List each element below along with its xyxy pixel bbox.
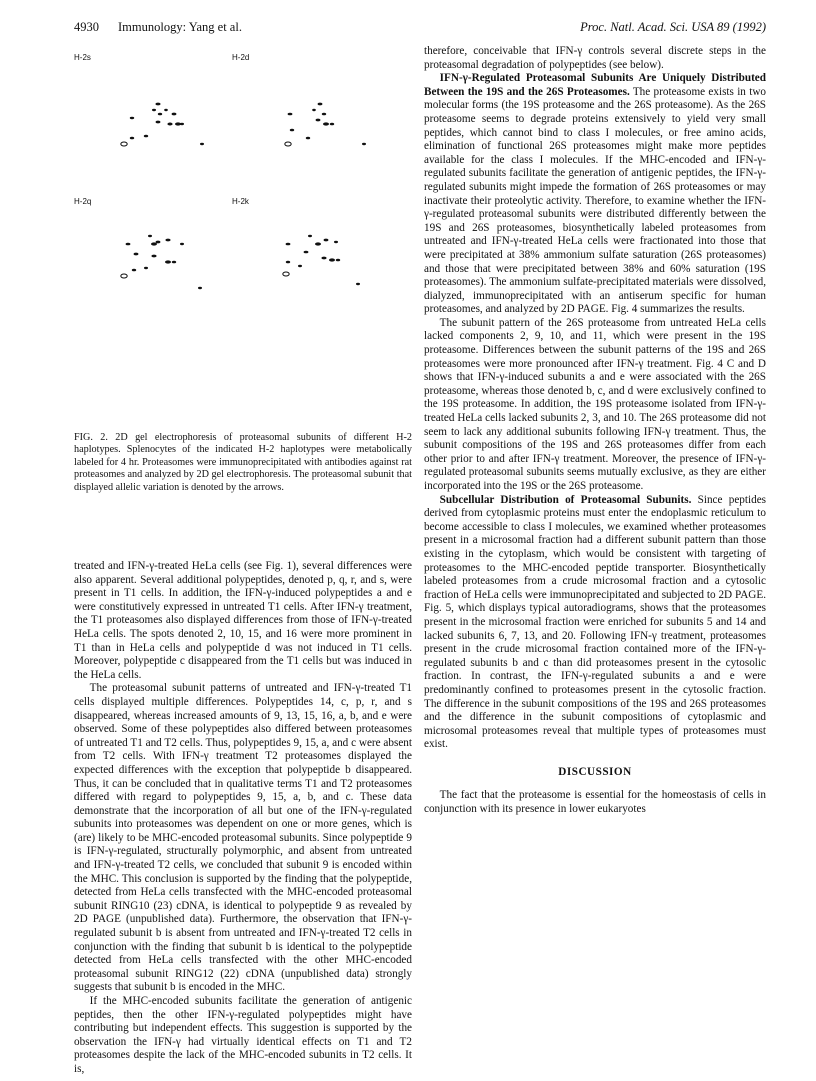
paragraph: therefore, conceivable that IFN-γ controls several discrete steps in the proteasomal degradation of polypeptides (see below). bbox=[424, 45, 766, 71]
gel-panel-h2q bbox=[121, 235, 202, 289]
section-title: Immunology: Yang et al. bbox=[118, 20, 242, 34]
section-heading-discussion: DISCUSSION bbox=[558, 765, 632, 778]
page-number: 4930 bbox=[74, 20, 99, 34]
paragraph: treated and IFN-γ-treated HeLa cells (see Fig. 1), several differences were also apparent. Several additional polypeptides, denoted p, q, r, and s, were present in T1 cells. In addition, the IFN-γ-induced polypeptides a and e were constitutively expressed in untreated T1 cells. After IFN-γ treatment, the T1 proteasomes also displayed differences from those of IFN-γ-treated HeLa cells. The spots denoted 2, 10, 15, and 16 were more prominent in T1 than in HeLa cells and polypeptide d was not induced in T1 cells. Moreover, polypeptide c disappeared from the T1 cells but was induced in the HeLa cells. bbox=[74, 560, 412, 681]
panel-label-h2d: H-2d bbox=[232, 53, 250, 62]
left-column bbox=[74, 560, 412, 1077]
right-column bbox=[424, 45, 766, 817]
run-in-heading: IFN-γ-Regulated Proteasomal Subunits Are Uniquely Distributed Between the 19S and the 26S Proteasomes. bbox=[424, 72, 766, 98]
paragraph: If the MHC-encoded subunits facilitate the generation of antigenic peptides, then the other IFN-γ-regulated polypeptides might have contributing but independent effects. This suggestion is supported by the observation the IFN-γ had virtually identical effects on T1 and T2 proteasomes despite the lack of the MHC-encoded subunits in T2 cells. It is, bbox=[74, 995, 412, 1075]
paragraph: Subcellular Distribution of Proteasomal Subunits. Since peptides derived from cytoplasmic proteins must enter the endoplasmic reticulum to become accessible to class I molecules, we examined whether proteasomes present in a microsomal fraction had a different subunit pattern than those existing in the cytoplasm, which would be consistent with targeting of proteasomes to the MHC-encoded peptide transporter. Biosynthetically labeled proteasomes from a crude microsomal fraction and a cytosolic fraction of HeLa cells were immunoprecipitated and subjected to 2D PAGE. Fig. 5, which displays typical autoradiograms, shows that the proteasomes present in the microsomal fraction were enriched for subunits 5 and 14 and lacked subunits 6, 7, 13, and 20. Following IFN-γ treatment, proteasomes present in the crude microsomal fraction contained more of the IFN-γ-regulated subunits b and c than did proteasomes present in the cytosolic fraction. In contrast, the IFN-γ-regulated subunits a and e were predominantly confined to proteasomes present in the cytosolic fraction. The difference in the subunit compositions of the 19S and 26S proteasomes and the difference in the subunit compositions of cytoplasmic and microsomal proteasomes reveal that multiple types of proteasomes must exist. bbox=[424, 493, 767, 751]
gel-panel-h2k bbox=[283, 235, 360, 285]
panel-label-h2q: H-2q bbox=[74, 197, 92, 206]
panel-label-h2s: H-2s bbox=[74, 53, 91, 62]
figure-2-gels bbox=[74, 48, 412, 318]
paragraph: IFN-γ-Regulated Proteasomal Subunits Are Uniquely Distributed Between the 19S and the 26S Proteasomes. The proteasome exists in two molecular forms (the 19S proteasome and the 26S proteasome). As the 26S proteasome seems to degrade proteins extensively to yield very small peptides, which cannot bind to class I molecules, or free amino acids, elimination of functional 26S proteasomes might make more peptides available for the class I molecules. If the MHC-encoded and IFN-γ-regulated subunits facilitate the generation of antigenic peptides, the IFN-γ-regulated subunits might impede the formation of 26S proteasomes or may inactivate their proteolytic activity. Therefore, to examine whether the IFN-γ-regulated proteasomal subunits were distributed differently between the 19S and 26S proteasomes, biosynthetically labeled proteasomes from untreated and IFN-γ-treated HeLa cells were fractionated into those that were precipitated at 38% ammonium sulfate saturation (26S proteasomes) and those that were precipitated between 38% and 60% saturation (19S proteasomes). The ammonium sulfate-precipitated materials were dissolved, dialyzed, immunoprecipitated with an antiserum specific for human proteasomes, and analyzed by 2D PAGE. Fig. 4 summarizes the results. bbox=[424, 72, 766, 316]
paragraph: The proteasomal subunit patterns of untreated and IFN-γ-treated T1 cells displayed multiple differences. Polypeptides 14, c, p, r, and s disappeared, whereas increased amounts of 9, 13, 15, 16, a, b, and e were observed. Some of these polypeptides also differed between proteasomes of untreated T1 and T2 cells. Thus, polypeptides 9, 15, a, and c were absent from T2 cells. With IFN-γ treatment T2 proteasomes displayed the expected differences with the exception that polypeptide b disappeared. Thus, it can be concluded that in qualitative terms T1 and T2 proteasomes differed with regard to polypeptides 9, 15, a, b, and c. These data demonstrate that the incorporation of all but one of the IFN-γ-regulated subunits into proteasomes was dependent on one or more genes, which is (are) likely to be MHC-encoded proteasomal subunits. Since polypeptide 9 is IFN-γ-regulated, structurally polymorphic, and absent from untreated and IFN-γ-treated T2 cells, we concluded that subunit 9 is encoded within the MHC. This conclusion is supported by the finding that the polypeptide, detected from HeLa cells transfected with the MHC-encoded proteasomal subunit RING10 (23) cDNA, is identical to polypeptide 9 as revealed by 2D PAGE (unpublished data). Furthermore, the observation that IFN-γ-regulated subunit b is absent from untreated and IFN-γ-treated T2 cells in conjunction with the finding that subunit b is identical to the polypeptide detected from HeLa cells transfected with the other MHC-encoded proteasomal subunit RING12 (22) cDNA (unpublished data) strongly suggests that subunit b is encoded in the MHC. bbox=[74, 682, 412, 994]
figure-caption: FIG. 2. 2D gel electrophoresis of proteasomal subunits of different H-2 haplotypes. Splenocytes of the indicated H-2 haplotypes were metabolically labeled for 4 hr. Proteasomes were immunoprecipitated with antibodies against rat proteasomes and analyzed by 2D gel electrophoresis. The proteasomal subunit that displayed allelic variation is denoted by the arrows. bbox=[74, 432, 412, 493]
journal-citation: Proc. Natl. Acad. Sci. USA 89 (1992) bbox=[580, 20, 766, 34]
panel-label-h2k: H-2k bbox=[232, 197, 249, 206]
run-in-heading: Subcellular Distribution of Proteasomal Subunits. bbox=[439, 493, 692, 506]
gel-panels bbox=[74, 48, 412, 318]
running-header bbox=[74, 20, 766, 40]
paragraph: The fact that the proteasome is essential for the homeostasis of cells in conjunction with its presence in lower eukaryotes bbox=[424, 789, 766, 816]
gel-panel-h2d bbox=[285, 103, 366, 146]
gel-panel-h2s bbox=[121, 103, 204, 146]
paragraph: The subunit pattern of the 26S proteasome from untreated HeLa cells lacked components 2, 9, 10, and 11, which were present in the 19S proteasome. Differences between the subunit patterns of the 19S and 26S proteasomes were more pronounced after IFN-γ treatment. Fig. 4 C and D shows that IFN-γ-induced subunits a and e were associated with the 26S proteasome, whereas those denoted b, c, and d were exclusively confined to the 19S proteasome. In addition, the 19S proteasome isolated from IFN-γ-treated HeLa cells lacked subunits 2, 3, and 10. The 26S proteasome did not seem to lack any additional subunits following IFN-γ treatment. Thus, the subunit compositions of the 19S and 26S proteasomes differ from each other prior to and after IFN-γ treatment. Moreover, the presence of IFN-γ-regulated proteasomal subunits seems mutually exclusive, as they are either incorporated into the 19S or the 26S proteasome. bbox=[424, 316, 766, 492]
